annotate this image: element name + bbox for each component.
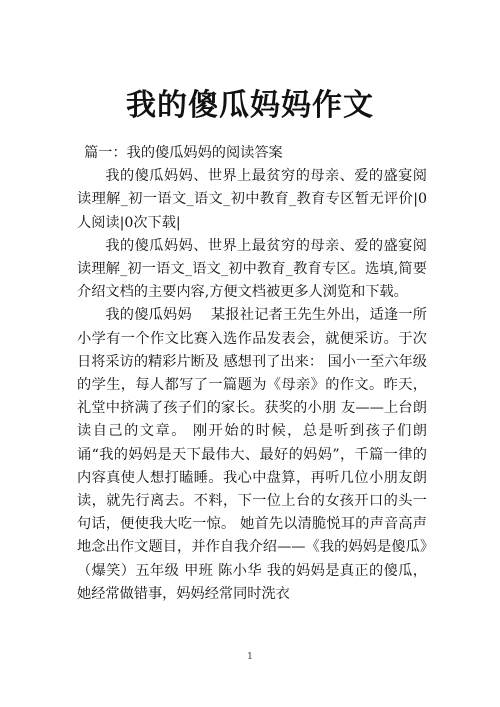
paragraph: 我的傻瓜妈妈、世界上最贫穷的母亲、爱的盛宴阅读理解_初一语文_语文_初中教育_教育专区。选填,简要介绍文档的主要内容,方便文档被更多人浏览和下载。 [77,237,427,301]
paragraph: 我的傻瓜妈妈、世界上最贫穷的母亲、爱的盛宴阅读理解_初一语文_语文_初中教育_教育专区暂无评价|0人阅读|0次下载| [77,168,427,231]
document-title: 我的傻瓜妈妈作文 [126,88,374,123]
document-body [77,142,427,606]
section-heading: 篇一：我的傻瓜妈妈的阅读答案 [84,145,283,161]
page-number: 1 [247,652,253,662]
paragraph: 我的傻瓜妈妈 某报社记者王先生外出，适逢一所小学有一个作文比赛入选作品发表会，就便采访。于次日将采访的精彩片断及 感想刊了出来： 国小一至六年级的学生，每人都写了一篇题为《母亲》的作文。昨天，礼堂中挤满了孩子们的家长。获奖的小朋 友——上台朗读自己的文章。 刚开始的时候，总是听到孩子们朗诵“我的妈妈是天下最伟大、最好的妈妈”，千篇一律的内容真使人想打瞌睡。我心中盘算，再听几位小朋友朗读，就先行离去。不料，下一位上台的女孩开口的头一句话，便使我大吃一惊。 她首先以清脆悦耳的声音高声地念出作文题目，并作自我介绍——《我的妈妈是傻瓜》（爆笑）五年级 甲班 陈小华 我的妈妈是真正的傻瓜，她经常做错事，妈妈经常同时洗衣 [77,307,427,602]
